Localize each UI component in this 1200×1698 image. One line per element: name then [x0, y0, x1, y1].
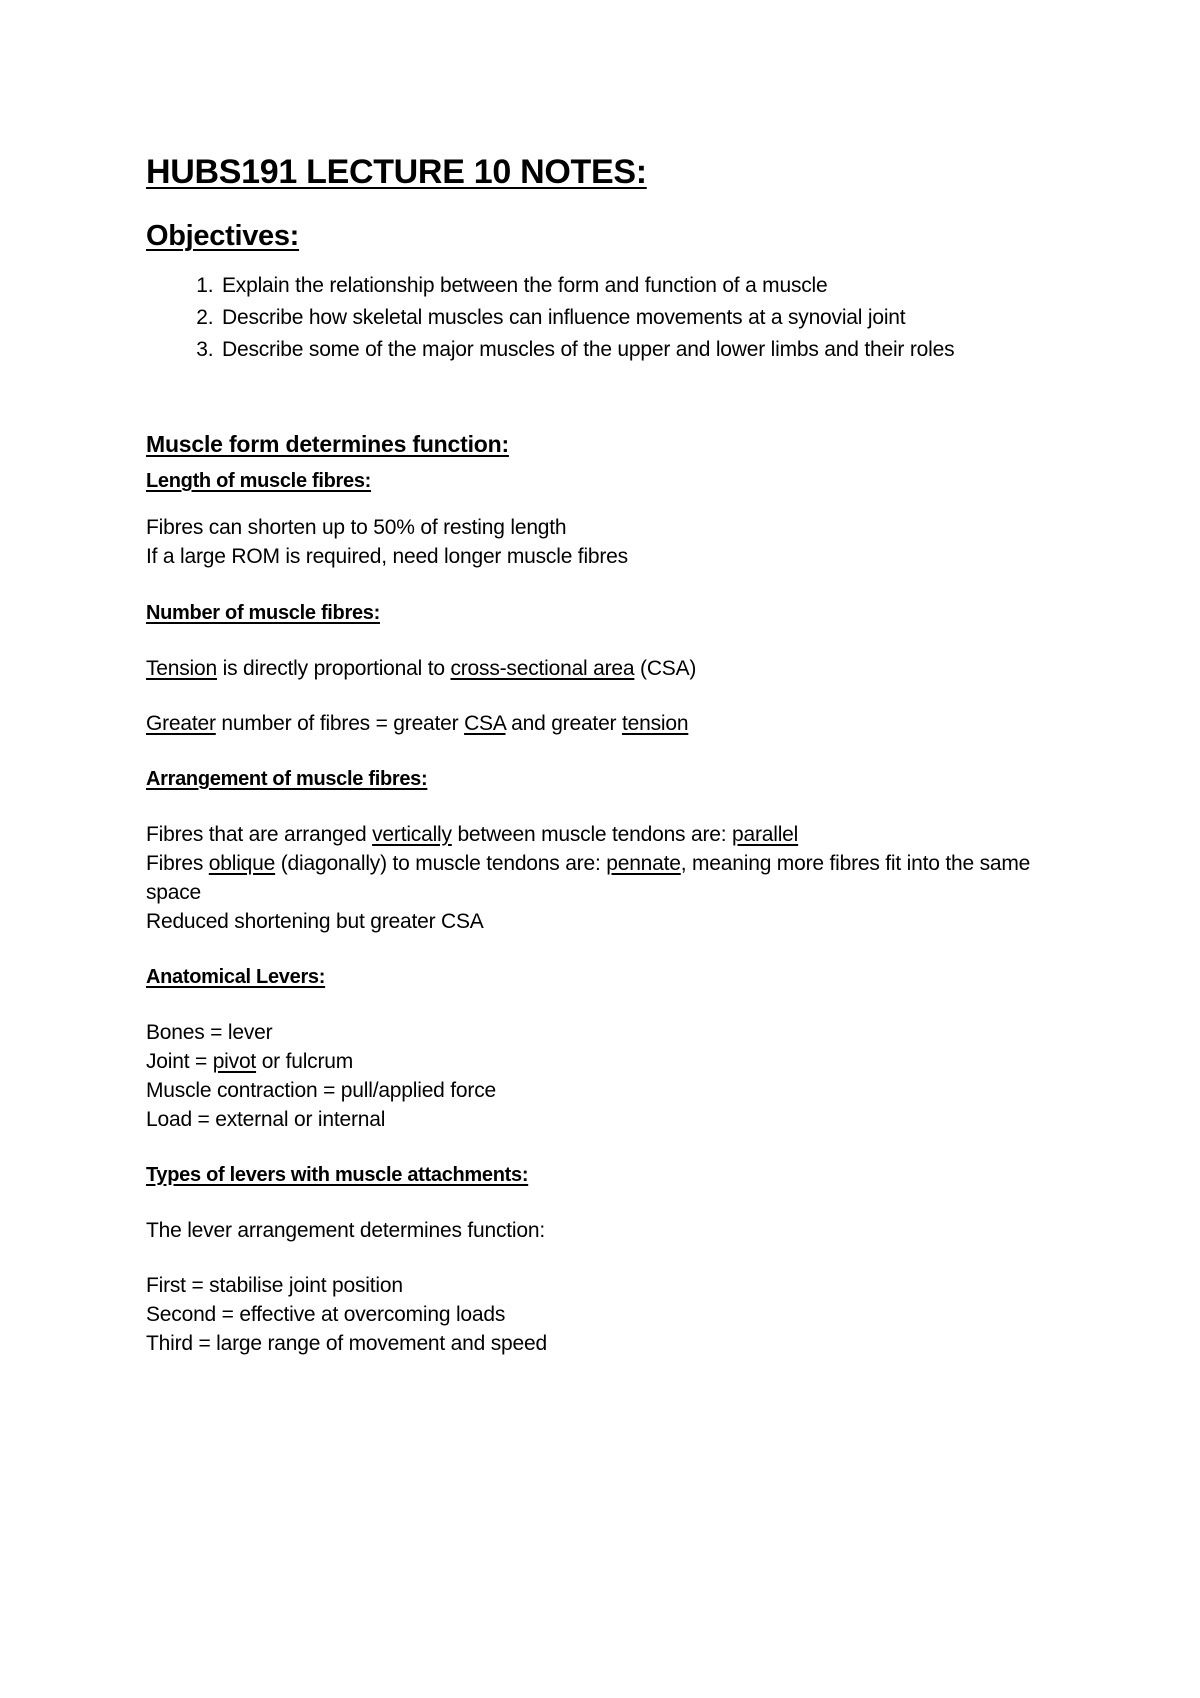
levers-line-2: Joint = pivot or fulcrum: [146, 1050, 354, 1073]
objectives-list: [146, 270, 1066, 366]
document-page: [146, 148, 1066, 1358]
page-title: HUBS191 LECTURE 10 NOTES:: [146, 153, 647, 191]
objective-item: 1. Explain the relationship between the form and function of a muscle: [219, 270, 1066, 302]
number-heading: Number of muscle fibres:: [146, 602, 380, 624]
arrangement-line-3: Reduced shortening but greater CSA: [146, 910, 484, 933]
types-intro: The lever arrangement determines function:: [146, 1219, 545, 1242]
objectives-heading: Objectives:: [146, 220, 300, 252]
objective-item: 2. Describe how skeletal muscles can influence movements at a synovial joint: [219, 302, 1066, 334]
types-line-2: Second = effective at overcoming loads: [146, 1303, 506, 1326]
section-heading: Muscle form determines function:: [146, 431, 509, 457]
length-line-2: If a large ROM is required, need longer muscle fibres: [146, 545, 628, 568]
types-line-1: First = stabilise joint position: [146, 1274, 403, 1297]
levers-line-4: Load = external or internal: [146, 1108, 386, 1131]
arrangement-line-2: Fibres oblique (diagonally) to muscle tendons are: pennate, meaning more fibres fit into the same space: [146, 852, 1031, 904]
types-line-3: Third = large range of movement and speed: [146, 1332, 547, 1355]
types-heading: Types of levers with muscle attachments:: [146, 1164, 529, 1186]
levers-line-3: Muscle contraction = pull/applied force: [146, 1079, 496, 1102]
arrangement-heading: Arrangement of muscle fibres:: [146, 768, 428, 790]
tension-term: Tension: [146, 657, 217, 680]
length-heading: Length of muscle fibres:: [146, 470, 372, 492]
levers-line-1: Bones = lever: [146, 1021, 273, 1044]
objective-item: 3. Describe some of the major muscles of the upper and lower limbs and their roles: [219, 334, 1066, 366]
levers-heading: Anatomical Levers:: [146, 966, 326, 988]
number-line-1: Tension is directly proportional to cross-sectional area (CSA): [146, 657, 697, 680]
number-line-2: Greater number of fibres = greater CSA and greater tension: [146, 712, 689, 735]
length-line-1: Fibres can shorten up to 50% of resting length: [146, 516, 567, 539]
arrangement-line-1: Fibres that are arranged vertically between muscle tendons are: parallel: [146, 823, 799, 846]
csa-term: cross-sectional area: [450, 657, 635, 680]
